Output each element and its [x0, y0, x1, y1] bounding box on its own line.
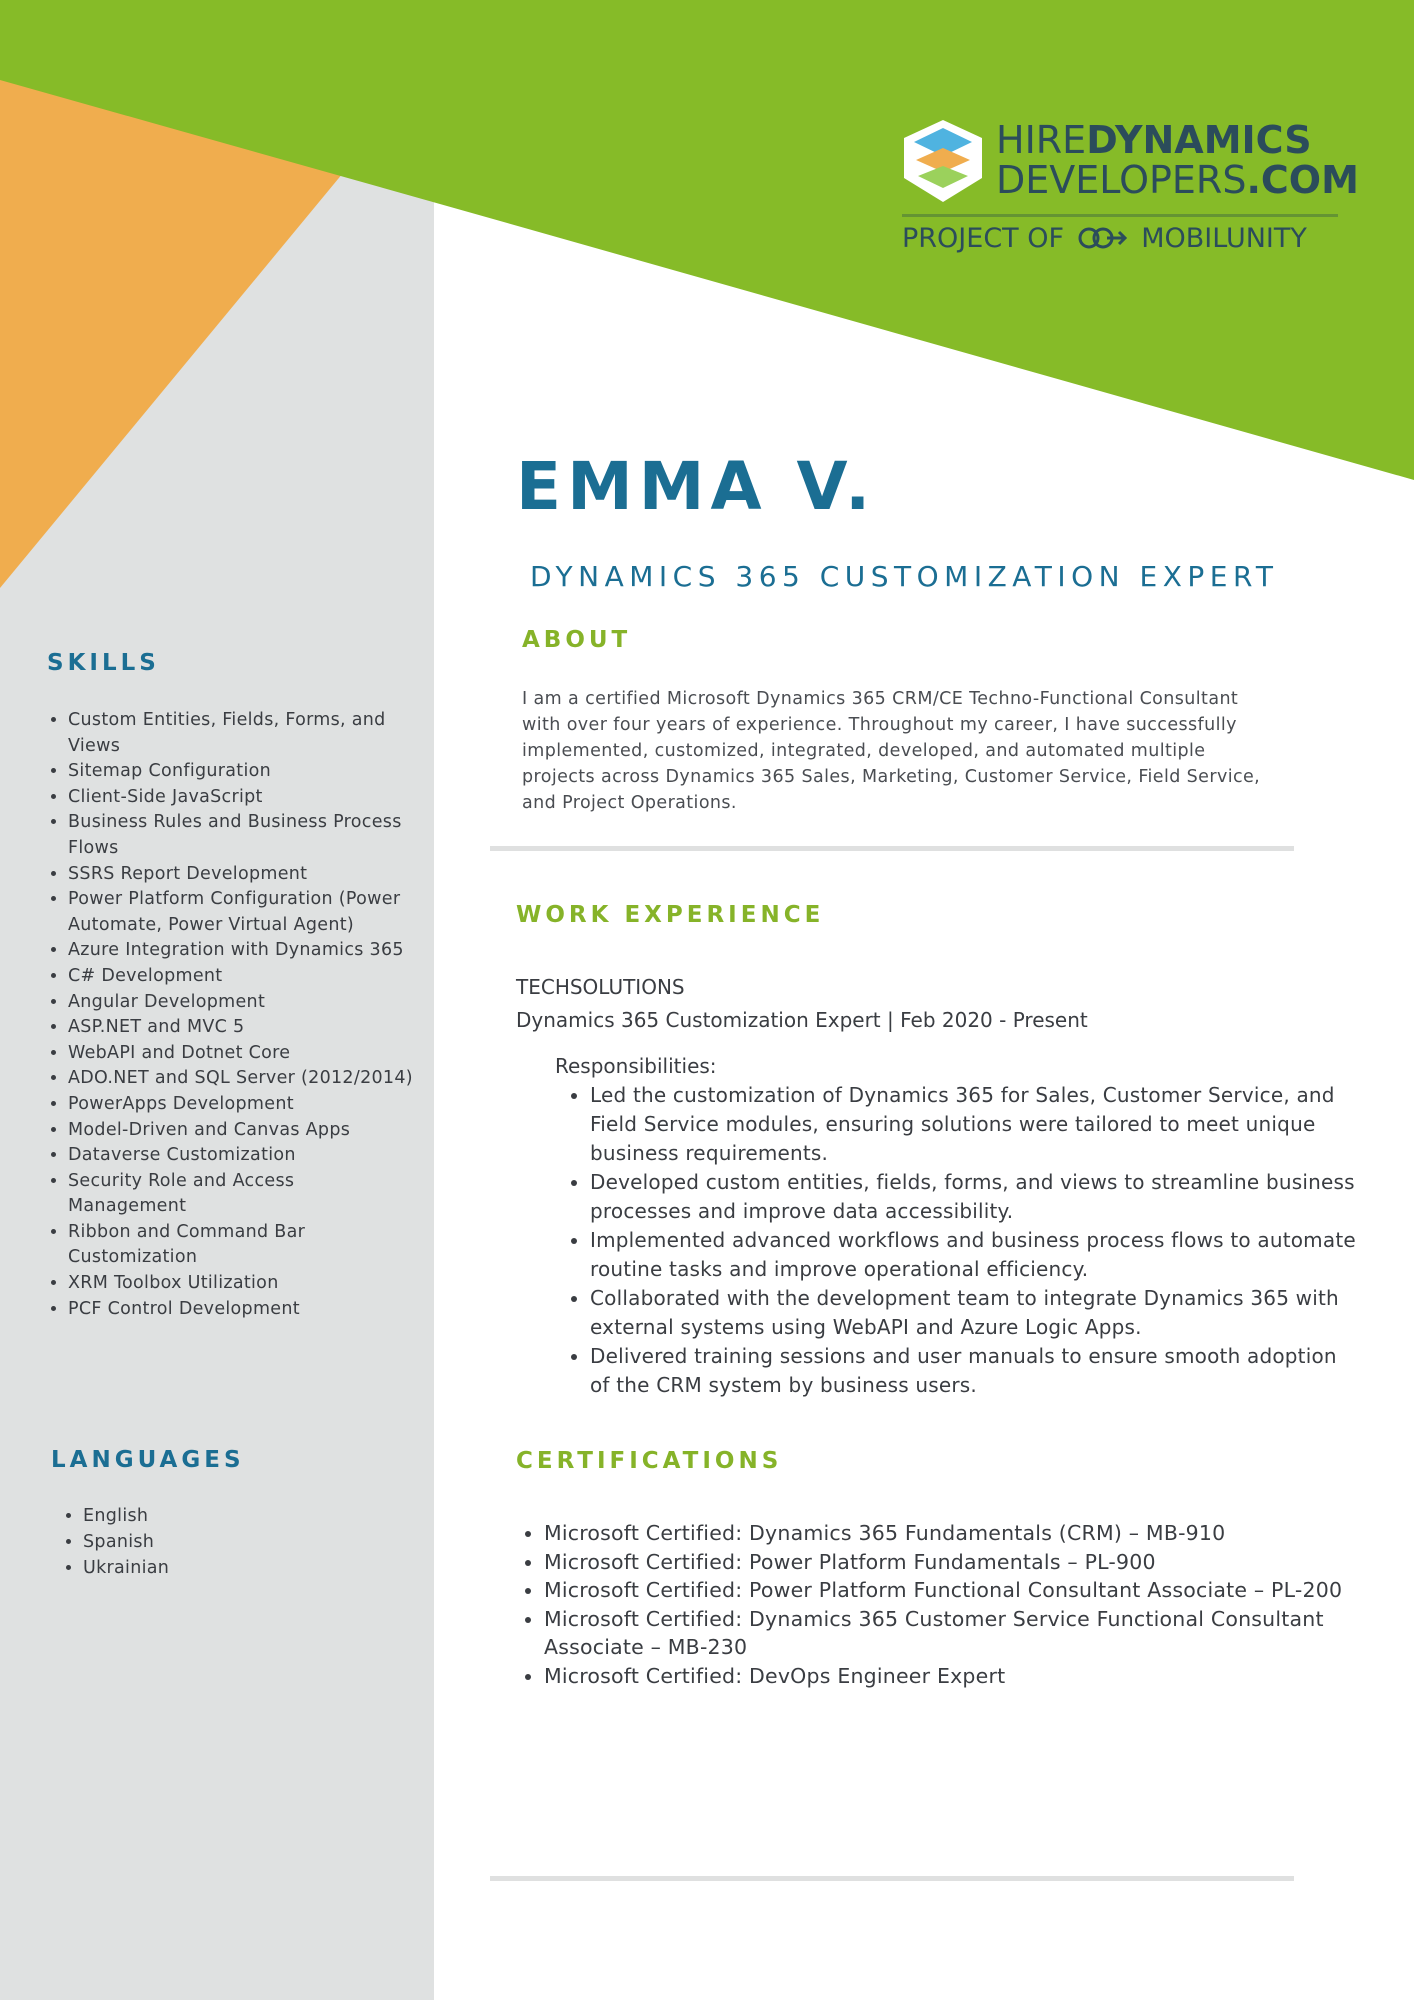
certifications-heading: CERTIFICATIONS	[516, 1448, 783, 1474]
list-item: • SSRS Report Development	[68, 862, 418, 888]
list-item: • XRM Toolbox Utilization	[68, 1271, 418, 1297]
logo-line-1: HIREDYNAMICS	[996, 118, 1312, 162]
list-item: • Delivered training sessions and user manuals to ensure smooth adoption of the CRM system by business users.	[590, 1342, 1360, 1400]
list-item: • Spanish	[83, 1529, 383, 1555]
list-item: • Custom Entities, Fields, Forms, and Views	[68, 708, 418, 759]
skills-list	[46, 708, 418, 1322]
list-item: • ASP.NET and MVC 5	[68, 1015, 418, 1041]
responsibilities-label: Responsibilities:	[555, 1054, 717, 1078]
list-item: • ADO.NET and SQL Server (2012/2014)	[68, 1066, 418, 1092]
list-item: • WebAPI and Dotnet Core	[68, 1041, 418, 1067]
list-item: • Implemented advanced workflows and business process flows to automate routine tasks and improve operational efficiency.	[590, 1226, 1360, 1284]
list-item: • Microsoft Certified: Power Platform Functional Consultant Associate – PL-200	[544, 1576, 1344, 1605]
list-item: • Angular Development	[68, 990, 418, 1016]
list-item: • Led the customization of Dynamics 365 for Sales, Customer Service, and Field Service modules, ensuring solutions were tailored to meet unique business requirements.	[590, 1081, 1360, 1168]
list-item: • Model-Driven and Canvas Apps	[68, 1118, 418, 1144]
company-name: TECHSOLUTIONS	[516, 975, 685, 999]
logo-divider	[902, 214, 1338, 217]
list-item: • Security Role and Access Management	[68, 1169, 418, 1220]
skills-heading: SKILLS	[47, 650, 160, 676]
job-role: Dynamics 365 Customization Expert | Feb 2020 - Present	[516, 1008, 1088, 1032]
list-item: • Microsoft Certified: Dynamics 365 Customer Service Functional Consultant Associate – MB-230	[544, 1605, 1344, 1662]
responsibilities-list	[554, 1081, 1360, 1400]
list-item: • Microsoft Certified: Dynamics 365 Fundamentals (CRM) – MB-910	[544, 1519, 1344, 1548]
list-item: • Business Rules and Business Process Flows	[68, 810, 418, 861]
candidate-title: DYNAMICS 365 CUSTOMIZATION EXPERT	[530, 560, 1279, 593]
candidate-name: EMMA V.	[516, 448, 877, 525]
about-heading: ABOUT	[522, 627, 632, 653]
section-divider	[490, 846, 1294, 851]
list-item: • Ukrainian	[83, 1555, 383, 1581]
list-item: • PowerApps Development	[68, 1092, 418, 1118]
list-item: • English	[83, 1503, 383, 1529]
list-item: • Microsoft Certified: DevOps Engineer Expert	[544, 1662, 1344, 1691]
languages-heading: LANGUAGES	[51, 1447, 245, 1473]
company-logo	[900, 118, 1359, 258]
mobilunity-mark-icon	[1077, 225, 1129, 251]
list-item: • PCF Control Development	[68, 1297, 418, 1323]
list-item: • Dataverse Customization	[68, 1143, 418, 1169]
list-item: • Azure Integration with Dynamics 365	[68, 938, 418, 964]
languages-list	[60, 1503, 383, 1581]
certifications-list	[508, 1519, 1344, 1690]
section-divider	[490, 1876, 1294, 1881]
logo-project-line: PROJECT OF MOBILUNITY	[902, 223, 1307, 254]
layers-shield-icon	[900, 118, 986, 204]
list-item: • Client-Side JavaScript	[68, 785, 418, 811]
about-text: I am a certified Microsoft Dynamics 365 CRM/CE Techno-Functional Consultant with over four years of experience. Throughout my career, I have successfully implemented, customized, integrated, developed, and automated multiple projects across Dynamics 365 Sales, Marketing, Customer Service, Field Service, and Project Operations.	[522, 689, 1261, 813]
list-item: • Collaborated with the development team to integrate Dynamics 365 with external systems using WebAPI and Azure Logic Apps.	[590, 1284, 1360, 1342]
work-experience-heading: WORK EXPERIENCE	[516, 902, 825, 928]
list-item: • Power Platform Configuration (Power Automate, Power Virtual Agent)	[68, 887, 418, 938]
list-item: • Ribbon and Command Bar Customization	[68, 1220, 418, 1271]
list-item: • Microsoft Certified: Power Platform Fundamentals – PL-900	[544, 1548, 1344, 1577]
list-item: • Sitemap Configuration	[68, 759, 418, 785]
list-item: • C# Development	[68, 964, 418, 990]
logo-line-2: DEVELOPERS.COM	[996, 158, 1359, 202]
list-item: • Developed custom entities, fields, forms, and views to streamline business processes and improve data accessibility.	[590, 1168, 1360, 1226]
